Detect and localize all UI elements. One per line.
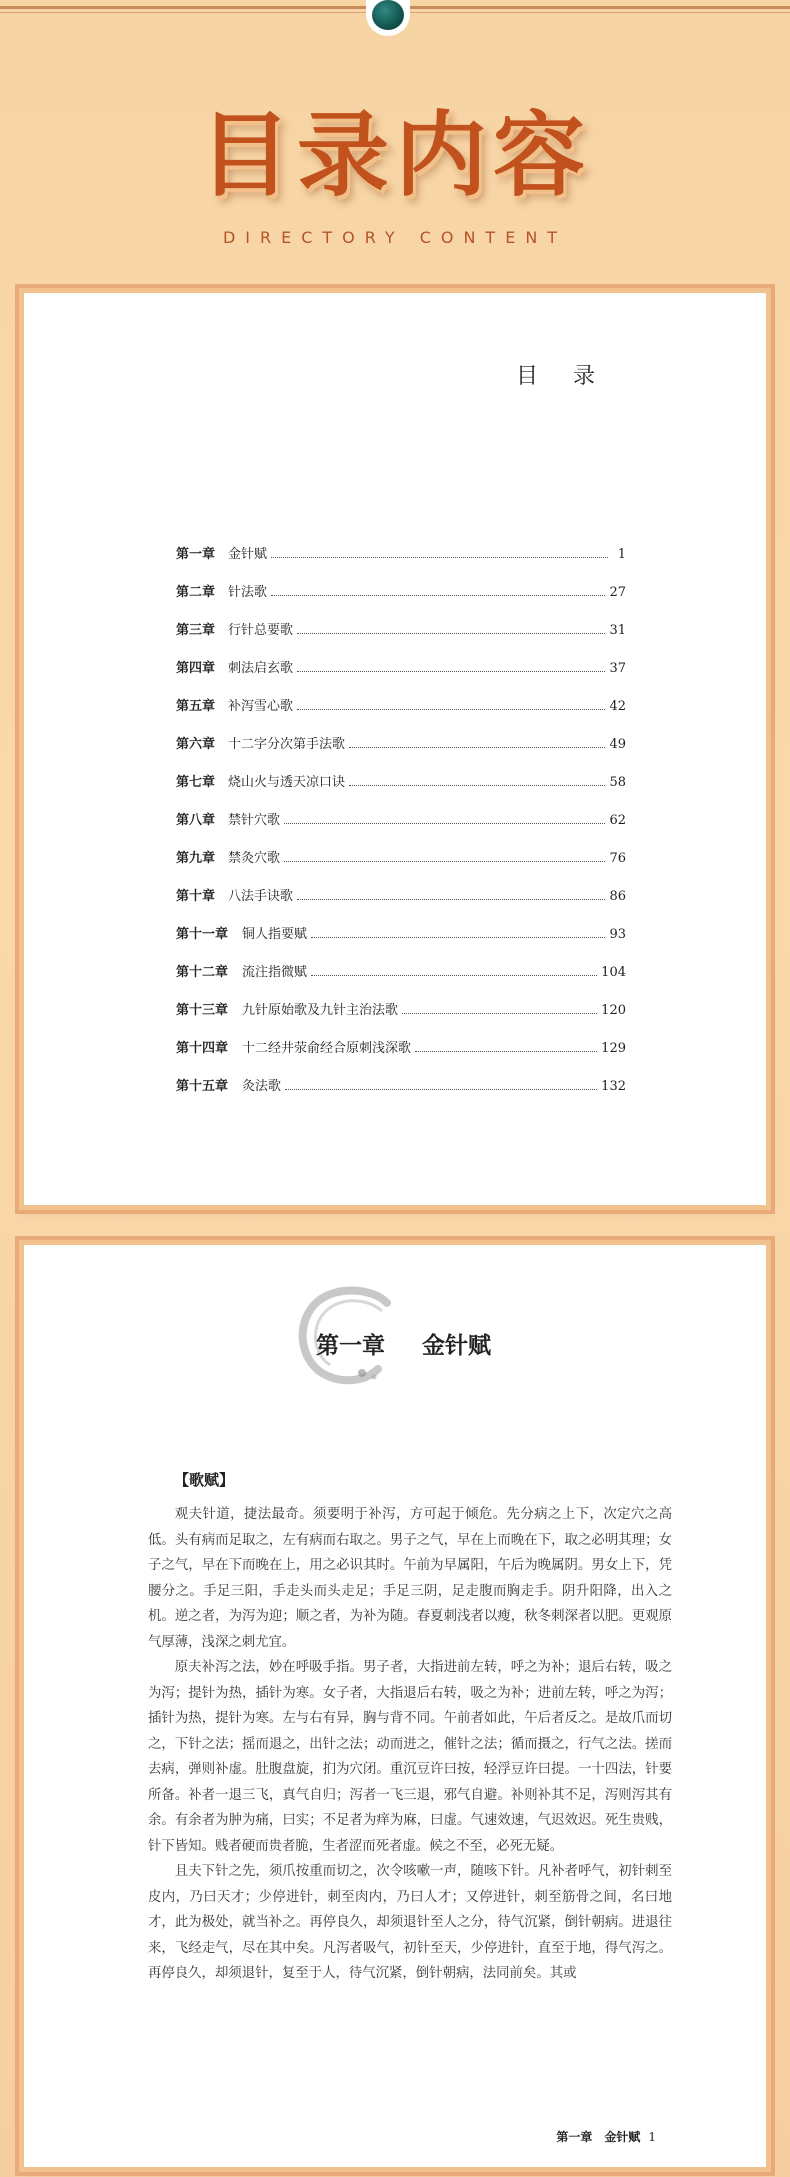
toc-leader-dots: [284, 815, 605, 824]
toc-page-number: 42: [609, 699, 626, 714]
page-subtitle: DIRECTORY CONTENT: [222, 228, 568, 247]
toc-page-number: 31: [609, 623, 626, 638]
toc-chapter-title: 禁灸穴歌: [228, 851, 281, 866]
toc-chapter-number: 第七章: [176, 775, 216, 790]
toc-page-number: 49: [609, 737, 626, 752]
toc-entry[interactable]: [176, 847, 626, 885]
toc-chapter-number: 第五章: [176, 699, 216, 714]
toc-leader-dots: [284, 853, 605, 862]
toc-chapter-title: 八法手诀歌: [228, 889, 294, 904]
toc-chapter-number: 第十二章: [176, 965, 229, 980]
toc-leader-dots: [297, 701, 605, 710]
toc-leader-dots: [349, 739, 605, 748]
toc-chapter-number: 第十五章: [176, 1079, 229, 1094]
toc-chapter-title: 禁针穴歌: [228, 813, 281, 828]
toc-chapter-title: 补泻雪心歌: [228, 699, 294, 714]
chapter-number: 第一章: [316, 1332, 385, 1359]
toc-chapter-number: 第一章: [176, 547, 216, 562]
section-tag: 【歌赋】: [174, 1471, 235, 1489]
toc-page-number: 27: [609, 585, 626, 600]
toc-entry[interactable]: [176, 619, 626, 657]
chapter-body: [148, 1502, 672, 1987]
toc-heading: 目 录: [516, 364, 609, 389]
toc-chapter-number: 第十四章: [176, 1041, 229, 1056]
chapter-page-card: [24, 1245, 766, 2167]
toc-leader-dots: [311, 929, 605, 938]
toc-chapter-title: 九针原始歌及九针主治法歌: [242, 1003, 399, 1018]
toc-chapter-number: 第八章: [176, 813, 216, 828]
toc-entry[interactable]: [176, 923, 626, 961]
toc-page-number: 37: [609, 661, 626, 676]
toc-entry[interactable]: [176, 809, 626, 847]
toc-entry[interactable]: [176, 581, 626, 619]
toc-leader-dots: [311, 967, 597, 976]
footer-page-number: 1: [648, 2130, 656, 2144]
toc-chapter-title: 金针赋: [228, 547, 268, 562]
toc-chapter-number: 第四章: [176, 661, 216, 676]
page-footer: [556, 2128, 656, 2145]
toc-page-number: 86: [609, 889, 626, 904]
chapter-name: 金针赋: [422, 1332, 491, 1359]
toc-chapter-title: 十二经井荥俞经合原刺浅深歌: [242, 1041, 412, 1056]
toc-chapter-title: 十二字分次第手法歌: [228, 737, 346, 752]
toc-leader-dots: [271, 549, 608, 558]
footer-chapter: 第一章 金针赋: [556, 2130, 641, 2144]
toc-entry[interactable]: [176, 1037, 626, 1075]
toc-entry[interactable]: [176, 885, 626, 923]
toc-leader-dots: [297, 625, 605, 634]
toc-chapter-number: 第十一章: [176, 927, 229, 942]
toc-entry[interactable]: [176, 657, 626, 695]
toc-page-number: 93: [609, 927, 626, 942]
toc-leader-dots: [297, 891, 605, 900]
paragraph: 原夫补泻之法，妙在呼吸手指。男子者，大指进前左转，呼之为补；退后右转，吸之为泻；提针为热，插针为寒。女子者，大指退后右转，吸之为补；进前左转，呼之为泻；插针为热，提针为寒。左与右有异，胸与背不同。午前者如此，午后者反之。是故爪而切之，下针之法；摇而退之，出针之法；动而进之，催针之法；循而摄之，行气之法。搓而去病，弹则补虚。肚腹盘旋，扪为穴闭。重沉豆许曰按，轻浮豆许曰提。一十四法，针要所备。补者一退三飞，真气自归；泻者一飞三退，邪气自避。补则补其不足，泻则泻其有余。有余者为肿为痛，曰实；不足者为痒为麻，曰虚。气速效速，气迟效迟。死生贵贱，针下皆知。贱者硬而贵者脆，生者涩而死者虚。候之不至，必死无疑。: [148, 1660, 672, 1854]
page-title: 目录内容: [198, 102, 591, 209]
toc-chapter-title: 行针总要歌: [228, 623, 294, 638]
toc-chapter-title: 流注指微赋: [242, 965, 308, 980]
toc-chapter-number: 第三章: [176, 623, 216, 638]
toc-leader-dots: [402, 1005, 597, 1014]
toc-entry[interactable]: [176, 733, 626, 771]
toc-chapter-title: 铜人指要赋: [242, 927, 308, 942]
toc-chapter-number: 第六章: [176, 737, 216, 752]
toc-leader-dots: [297, 663, 605, 672]
toc-chapter-title: 刺法启玄歌: [228, 661, 294, 676]
toc-chapter-number: 第二章: [176, 585, 216, 600]
toc-page-number: 129: [601, 1041, 626, 1056]
paragraph: 观夫针道，捷法最奇。须要明于补泻，方可起于倾危。先分病之上下，次定穴之高低。头有病而足取之，左有病而右取之。男子之气，早在上而晚在下，取之必明其理；女子之气，早在下而晚在上，用之必识其时。午前为早属阳，午后为晚属阴。男女上下，凭腰分之。手足三阳，手走头而头走足；手足三阴，足走腹而胸走手。阴升阳降，出入之机。逆之者，为泻为迎；顺之者，为补为随。春夏刺浅者以瘦，秋冬刺深者以肥。更观原气厚薄，浅深之刺尤宜。: [148, 1507, 672, 1650]
toc-leader-dots: [285, 1081, 597, 1090]
toc-page-number: 62: [609, 813, 626, 828]
toc-entry[interactable]: [176, 1075, 626, 1113]
toc-page-number: 120: [601, 1003, 626, 1018]
toc-leader-dots: [415, 1043, 597, 1052]
toc-chapter-number: 第十章: [176, 889, 216, 904]
toc-entry[interactable]: [176, 695, 626, 733]
toc-chapter-title: 针法歌: [228, 585, 268, 600]
toc-entry[interactable]: [176, 961, 626, 999]
paragraph: 且夫下针之先，须爪按重而切之，次令咳嗽一声，随咳下针。凡补者呼气，初针刺至皮内，乃曰天才；少停进针，刺至肉内，乃曰人才；又停进针，刺至筋骨之间，名曰地才，此为极处，就当补之。再停良久，却须退针至人之分，待气沉紧，倒针朝病。进退往来，飞经走气，尽在其中矣。凡泻者吸气，初针至天，少停进针，直至于地，得气泻之。再停良久，却须退针，复至于人，待气沉紧，倒针朝病，法同前矣。其或: [148, 1864, 672, 1981]
toc-leader-dots: [349, 777, 605, 786]
toc-page-number: 1: [617, 547, 626, 562]
toc-chapter-number: 第十三章: [176, 1003, 229, 1018]
toc-entry[interactable]: [176, 999, 626, 1037]
toc-chapter-number: 第九章: [176, 851, 216, 866]
toc-page-number: 104: [601, 965, 626, 980]
toc-entry[interactable]: [176, 771, 626, 809]
toc-chapter-title: 烧山火与透天凉口诀: [228, 775, 346, 790]
toc-page-number: 132: [601, 1079, 626, 1094]
toc-list: [176, 543, 626, 1113]
toc-chapter-title: 灸法歌: [242, 1079, 282, 1094]
chapter-heading: [292, 1281, 512, 1391]
toc-entry[interactable]: [176, 543, 626, 581]
teal-bead-icon: [372, 0, 404, 30]
toc-page-number: 58: [609, 775, 626, 790]
toc-leader-dots: [271, 587, 605, 596]
toc-page-card: [24, 293, 766, 1205]
toc-page-number: 76: [609, 851, 626, 866]
